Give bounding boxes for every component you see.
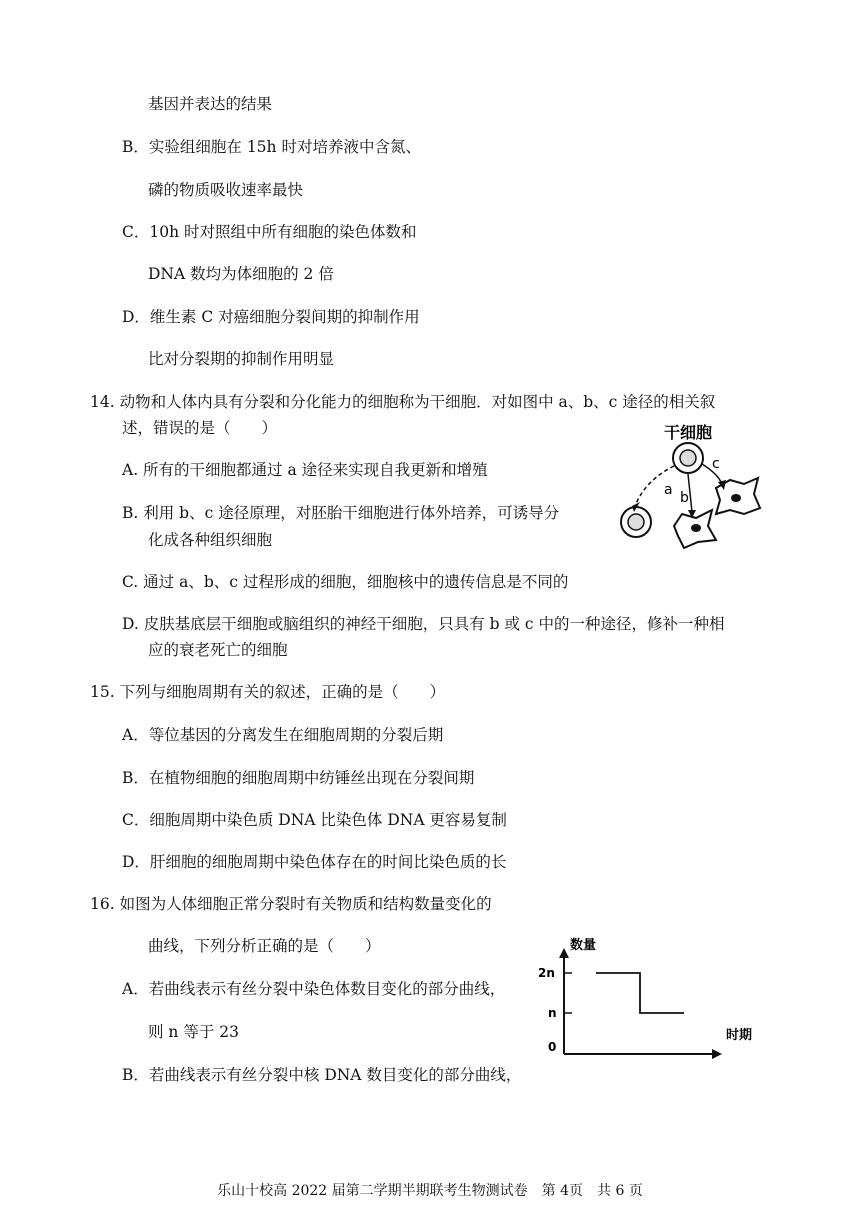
graph-x-title: 时期 <box>726 1028 753 1043</box>
path-a-label: a <box>664 482 673 498</box>
q16-option-a: A．若曲线表示有丝分裂中染色体数目变化的部分曲线， <box>122 980 506 998</box>
q13-option-d: D．维生素 C 对癌细胞分裂间期的抑制作用 <box>122 308 420 326</box>
graph-step-curve <box>596 973 684 1013</box>
q13-option-b-cont: 磷的物质吸收速率最快 <box>148 181 304 199</box>
differentiated-cell-b-nucleus <box>691 524 701 532</box>
q14-option-b-cont: 化成各种组织细胞 <box>148 531 273 549</box>
daughter-stem-cell-nucleus <box>628 514 644 530</box>
path-c-label: c <box>712 456 720 472</box>
q16-option-a-cont: 则 n 等于 23 <box>148 1023 239 1041</box>
q14-option-a: A. 所有的干细胞都通过 a 途径来实现自我更新和增殖 <box>122 461 488 479</box>
q13-option-c-cont: DNA 数均为体细胞的 2 倍 <box>148 265 334 283</box>
graph-tick-0: 0 <box>548 1040 557 1054</box>
page-footer: 乐山十校高 2022 届第二学期半期联考生物测试卷 第 4页 共 6 页 <box>217 1183 643 1199</box>
graph-tick-2n: 2n <box>538 966 555 980</box>
q15-option-c: C．细胞周期中染色质 DNA 比染色体 DNA 更容易复制 <box>122 811 507 829</box>
q15-option-b: B．在植物细胞的细胞周期中纺锤丝出现在分裂间期 <box>122 769 475 787</box>
graph-y-axis-arrow <box>559 948 569 958</box>
stem-cell-title: 干细胞 <box>663 423 713 442</box>
quantity-period-graph <box>536 932 766 1062</box>
q14-stem: 14. 动物和人体内具有分裂和分化能力的细胞称为干细胞．对如图中 a、b、c 途径的相关叙 <box>90 393 716 411</box>
q15-option-a: A．等位基因的分离发生在细胞周期的分裂后期 <box>122 726 444 744</box>
q13-option-a-tail: 基因并表达的结果 <box>148 95 273 113</box>
q16-stem-cont: 曲线，下列分析正确的是（ ） <box>148 937 381 955</box>
stem-cell-nucleus <box>680 450 696 466</box>
q14-option-c: C. 通过 a、b、c 过程形成的细胞，细胞核中的遗传信息是不同的 <box>122 573 569 591</box>
differentiated-cell-c-nucleus <box>731 494 741 502</box>
graph-y-title: 数量 <box>570 938 597 953</box>
q13-option-c: C．10h 时对照组中所有细胞的染色体数和 <box>122 223 417 241</box>
graph-x-axis-arrow <box>712 1049 722 1059</box>
q16-stem: 16. 如图为人体细胞正常分裂时有关物质和结构数量变化的 <box>90 895 492 913</box>
q14-option-d: D. 皮肤基底层干细胞或脑组织的神经干细胞，只具有 b 或 c 中的一种途径，修补一种相 <box>122 615 725 633</box>
q15-option-d: D．肝细胞的细胞周期中染色体存在的时间比染色质的长 <box>122 853 507 871</box>
stem-cell-figure <box>612 418 777 553</box>
graph-tick-n: n <box>548 1006 557 1020</box>
q14-stem-cont: 述，错误的是（ ） <box>122 419 278 437</box>
q14-option-b: B. 利用 b、c 途径原理，对胚胎干细胞进行体外培养，可诱导分 <box>122 504 560 522</box>
q15-stem: 15. 下列与细胞周期有关的叙述，正确的是（ ） <box>90 683 446 701</box>
q16-option-b: B．若曲线表示有丝分裂中核 DNA 数目变化的部分曲线， <box>122 1066 522 1084</box>
q14-option-d-cont: 应的衰老死亡的细胞 <box>148 641 288 659</box>
q13-option-b: B．实验组细胞在 15h 时对培养液中含氮、 <box>122 138 421 156</box>
path-b-label: b <box>680 490 689 506</box>
q13-option-d-cont: 比对分裂期的抑制作用明显 <box>148 350 335 368</box>
